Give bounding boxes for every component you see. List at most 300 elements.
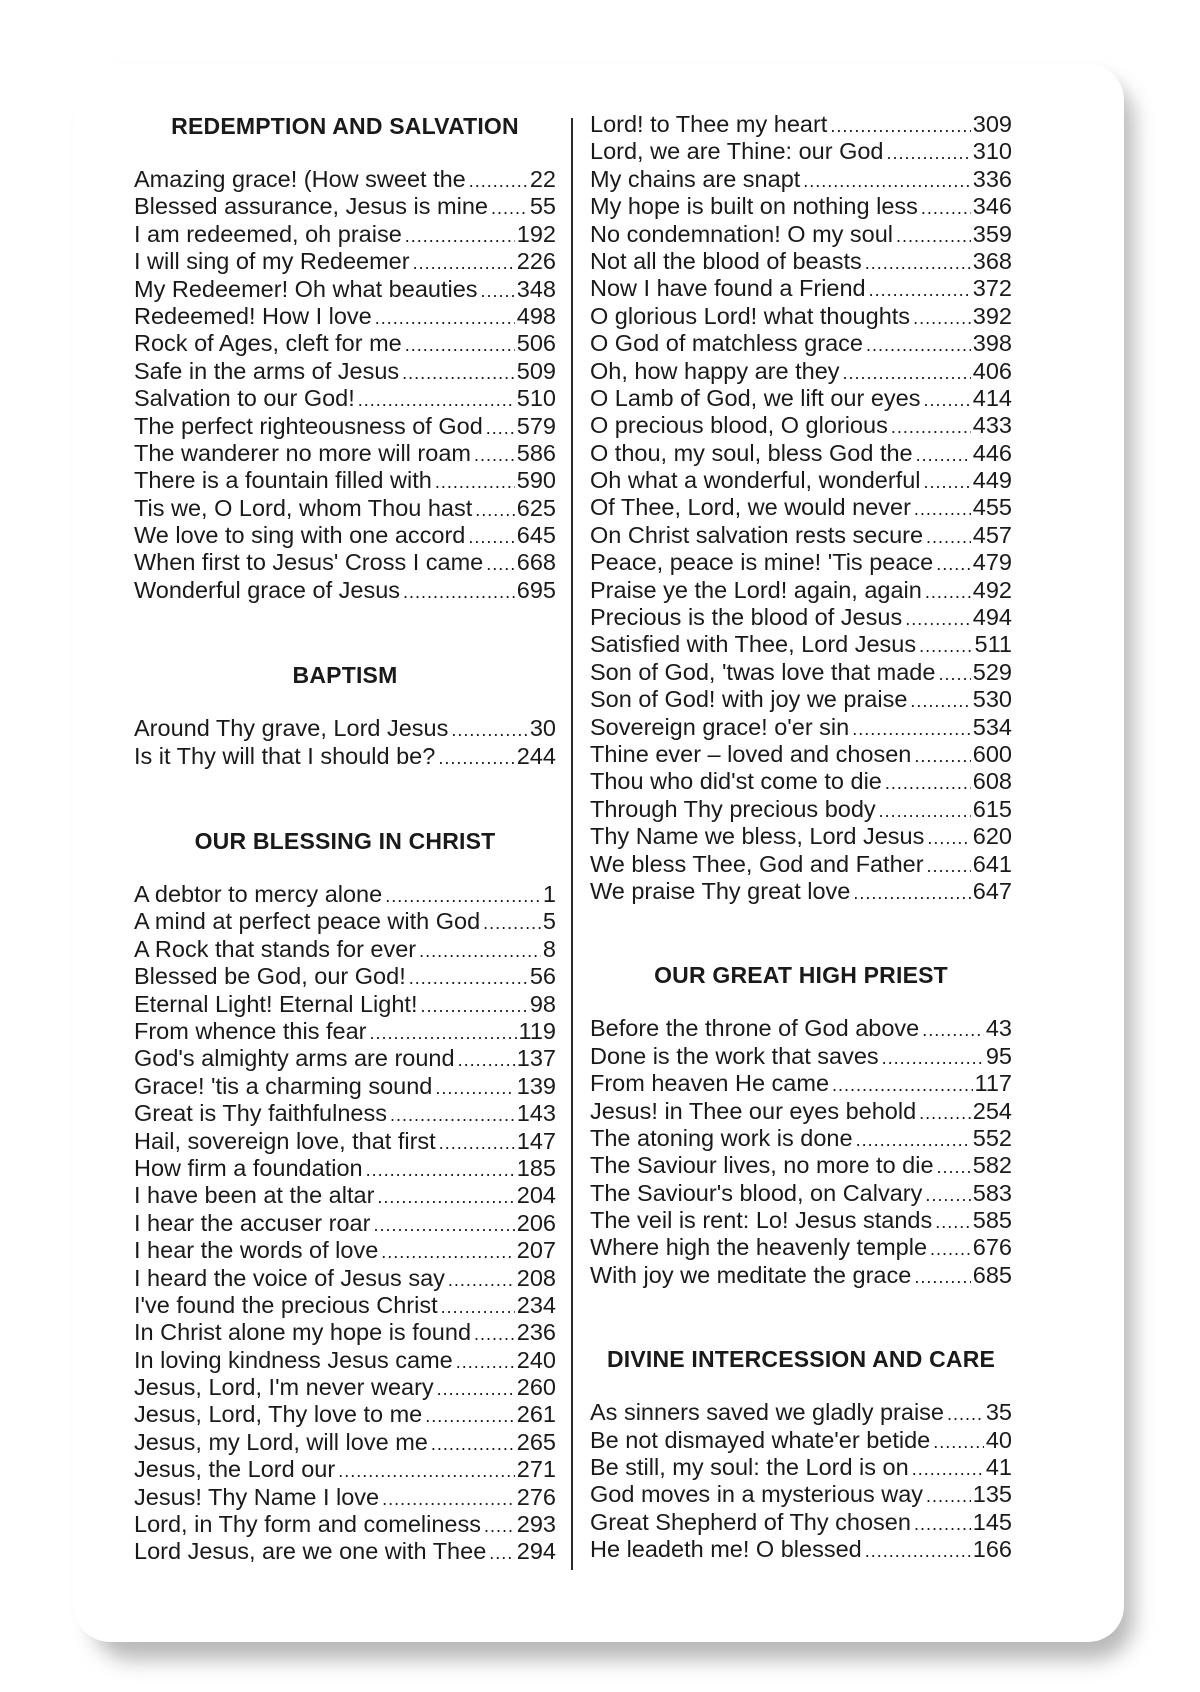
hymn-entry (590, 1043, 1012, 1070)
dot-leader (441, 1294, 515, 1321)
dot-leader (921, 195, 971, 222)
section-our-blessing-in-christ (134, 826, 556, 1566)
dot-leader (431, 1431, 515, 1458)
hymn-entry (590, 1180, 1012, 1207)
hymn-first-line: How firm a foundation (134, 1154, 363, 1181)
hymn-number: 137 (516, 1045, 556, 1072)
hymn-first-line: I am redeemed, oh praise (134, 220, 402, 247)
hymn-first-line: O precious blood, O glorious (590, 412, 888, 439)
dot-leader (486, 415, 515, 442)
hymn-first-line: Wonderful grace of Jesus (134, 576, 401, 603)
hymn-first-line: Thine ever – loved and chosen (590, 740, 912, 767)
dot-leader (403, 579, 515, 606)
dot-leader (474, 442, 515, 469)
hymn-number: 510 (516, 385, 556, 412)
hymn-number: 22 (529, 166, 556, 192)
hymn-number: 310 (972, 138, 1012, 165)
hymn-number: 620 (972, 823, 1012, 850)
hymn-entry (590, 823, 1012, 850)
hymn-entry (590, 166, 1012, 193)
hymn-first-line: Peace, peace is mine! 'Tis peace (590, 549, 934, 576)
dot-leader (474, 1321, 515, 1348)
hymn-number: 293 (516, 1511, 556, 1538)
dot-leader (439, 1130, 515, 1157)
hymn-number: 449 (972, 467, 1012, 494)
hymn-number: 139 (516, 1072, 556, 1099)
hymn-first-line: With joy we meditate the grace (590, 1261, 912, 1288)
dot-leader (865, 250, 971, 277)
section-continued (590, 111, 1012, 905)
hymn-number: 372 (972, 275, 1012, 302)
hymn-number: 457 (972, 521, 1012, 548)
hymn-first-line: Lord, we are Thine: our God (590, 138, 884, 165)
hymn-entry (134, 1401, 556, 1428)
hymn-first-line: In loving kindness Jesus came (134, 1346, 453, 1373)
section-redemption-and-salvation (134, 111, 556, 604)
hymn-first-line: Tis we, O Lord, whom Thou hast (134, 494, 473, 521)
hymn-entry (134, 549, 556, 576)
hymn-first-line: Grace! 'tis a charming sound (134, 1072, 433, 1099)
dot-leader (853, 880, 970, 907)
hymn-list (590, 1399, 1012, 1563)
hymn-number: 98 (529, 990, 556, 1017)
hymn-entry (134, 1237, 556, 1264)
dot-leader (925, 1182, 970, 1209)
hymn-entry (590, 330, 1012, 357)
dot-leader (405, 223, 515, 250)
hymn-number: 552 (972, 1124, 1012, 1151)
hymn-first-line: O Lamb of God, we lift our eyes (590, 384, 921, 411)
hymn-entry (590, 111, 1012, 138)
dot-leader (382, 1486, 515, 1513)
hymn-entry (590, 138, 1012, 165)
hymn-number: 586 (516, 439, 556, 466)
hymn-entry (590, 1509, 1012, 1536)
dot-leader (905, 606, 971, 633)
hymn-number: 276 (516, 1483, 556, 1510)
hymn-entry (134, 881, 556, 908)
hymn-entry (134, 1155, 556, 1182)
hymn-entry (590, 1262, 1012, 1289)
hymn-entry (134, 715, 556, 742)
hymn-entry (590, 1399, 1012, 1426)
hymn-first-line: Lord, in Thy form and comeliness (134, 1511, 482, 1538)
hymn-entry (590, 1098, 1012, 1125)
hymn-first-line: Thou who did'st come to die (590, 768, 882, 795)
hymn-entry (134, 577, 556, 604)
hymn-entry (134, 221, 556, 248)
dot-leader (896, 223, 971, 250)
hymn-first-line: Great is Thy faithfulness (134, 1100, 387, 1127)
section-our-great-high-priest (590, 960, 1012, 1289)
hymn-number: 398 (972, 330, 1012, 357)
hymn-entry (134, 330, 556, 357)
hymn-first-line: I hear the accuser roar (134, 1209, 371, 1236)
hymn-first-line: A mind at perfect peace with God (134, 908, 481, 935)
hymn-first-line: Jesus! Thy Name I love (134, 1483, 380, 1510)
section-title: OUR GREAT HIGH PRIEST (654, 962, 948, 989)
hymn-number: 433 (972, 412, 1012, 439)
hymn-number: 368 (972, 247, 1012, 274)
hymn-entry (134, 1347, 556, 1374)
hymn-first-line: O glorious Lord! what thoughts (590, 302, 911, 329)
hymn-first-line: The Saviour's blood, on Calvary (590, 1179, 923, 1206)
dot-leader (916, 442, 971, 469)
dot-leader (419, 938, 541, 965)
dot-leader (936, 551, 971, 578)
hymn-first-line: Is it Thy will that I should be? (134, 742, 436, 769)
hymn-entry (590, 467, 1012, 494)
hymn-first-line: Blessed be God, our God! (134, 963, 406, 990)
hymn-number: 446 (972, 439, 1012, 466)
dot-leader (919, 1100, 971, 1127)
hymn-entry (134, 166, 556, 193)
hymn-list (590, 1015, 1012, 1289)
hymn-entry (134, 1210, 556, 1237)
hymn-entry (134, 1128, 556, 1155)
dot-leader (468, 524, 514, 551)
hymn-entry (590, 1207, 1012, 1234)
hymn-entry (134, 1319, 556, 1346)
hymn-number: 414 (972, 384, 1012, 411)
hymn-first-line: A debtor to mercy alone (134, 881, 383, 908)
hymn-first-line: Now I have found a Friend (590, 275, 866, 302)
hymn-entry (590, 741, 1012, 768)
hymn-number: 583 (972, 1179, 1012, 1206)
dot-leader (843, 360, 971, 387)
dot-leader (913, 305, 971, 332)
hymn-first-line: O thou, my soul, bless God the (590, 439, 913, 466)
hymn-first-line: The veil is rent: Lo! Jesus stands (590, 1207, 933, 1234)
hymn-first-line: O God of matchless grace (590, 330, 863, 357)
hymn-number: 30 (529, 715, 556, 742)
dot-leader (489, 1540, 515, 1567)
hymn-entry (134, 991, 556, 1018)
hymn-number: 41 (985, 1454, 1012, 1481)
hymn-first-line: Where high the heavenly temple (590, 1234, 928, 1261)
hymn-number: 668 (516, 549, 556, 576)
hymn-number: 530 (972, 686, 1012, 713)
dot-leader (937, 1154, 971, 1181)
hymn-first-line: I heard the voice of Jesus say (134, 1264, 445, 1291)
hymn-first-line: Be not dismayed whate'er betide (590, 1426, 931, 1453)
hymn-first-line: In Christ alone my hope is found (134, 1319, 472, 1346)
hymn-number: 645 (516, 522, 556, 549)
dot-leader (469, 168, 528, 195)
hymn-first-line: My hope is built on nothing less (590, 193, 918, 220)
dot-leader (448, 1267, 515, 1294)
hymn-first-line: Great Shepherd of Thy chosen (590, 1508, 911, 1535)
hymn-number: 676 (972, 1234, 1012, 1261)
hymn-number: 55 (529, 193, 556, 220)
dot-leader (852, 716, 971, 743)
hymn-first-line: We praise Thy great love (590, 877, 851, 904)
hymn-first-line: Oh, how happy are they (590, 357, 840, 384)
hymn-number: 8 (542, 935, 556, 962)
dot-leader (377, 1184, 514, 1211)
hymn-first-line: Jesus, Lord, I'm never weary (134, 1374, 434, 1401)
hymn-first-line: Around Thy grave, Lord Jesus (134, 715, 449, 742)
hymn-entry (134, 467, 556, 494)
dot-leader (879, 798, 971, 825)
hymn-entry (134, 1538, 556, 1565)
hymn-first-line: From whence this fear (134, 1017, 367, 1044)
hymn-entry (590, 303, 1012, 330)
hymn-number: 529 (972, 658, 1012, 685)
hymn-number: 271 (516, 1456, 556, 1483)
dot-leader (435, 469, 515, 496)
hymn-number: 479 (972, 549, 1012, 576)
hymn-entry (134, 743, 556, 770)
dot-leader (927, 825, 970, 852)
hymn-entry (590, 1427, 1012, 1454)
hymn-first-line: Hail, sovereign love, that first (134, 1127, 436, 1154)
dot-leader (438, 745, 514, 772)
hymn-first-line: A Rock that stands for ever (134, 935, 417, 962)
hymn-entry (590, 248, 1012, 275)
hymn-entry (590, 768, 1012, 795)
hymn-entry (134, 358, 556, 385)
hymn-entry (590, 878, 1012, 905)
hymn-entry (134, 193, 556, 220)
hymn-number: 641 (972, 850, 1012, 877)
dot-leader (866, 332, 971, 359)
hymn-entry (134, 1182, 556, 1209)
dot-leader (409, 965, 528, 992)
hymn-entry (590, 714, 1012, 741)
dot-leader (358, 387, 515, 414)
hymn-number: 185 (516, 1154, 556, 1181)
hymn-number: 579 (516, 412, 556, 439)
hymn-first-line: Eternal Light! Eternal Light! (134, 990, 418, 1017)
hymn-number: 534 (972, 713, 1012, 740)
hymn-number: 56 (529, 963, 556, 990)
dot-leader (938, 661, 970, 688)
hymn-number: 615 (972, 795, 1012, 822)
hymn-entry (590, 796, 1012, 823)
hymn-first-line: From heaven He came (590, 1070, 830, 1097)
section-title: REDEMPTION AND SALVATION (171, 113, 519, 139)
hymn-entry (134, 1018, 556, 1045)
hymn-first-line: Son of God, 'twas love that made (590, 658, 936, 685)
hymn-entry (134, 522, 556, 549)
hymn-number: 234 (516, 1291, 556, 1318)
hymn-number: 43 (985, 1015, 1012, 1042)
dot-leader (887, 140, 971, 167)
hymn-first-line: I hear the words of love (134, 1237, 379, 1264)
dot-leader (933, 1429, 984, 1456)
hymn-number: 265 (516, 1428, 556, 1455)
hymn-number: 336 (972, 165, 1012, 192)
hymn-first-line: No condemnation! O my soul (590, 220, 894, 247)
hymn-number: 244 (516, 742, 556, 769)
hymn-list (134, 881, 556, 1566)
hymn-entry (590, 275, 1012, 302)
hymn-entry (134, 936, 556, 963)
hymn-entry (590, 1070, 1012, 1097)
hymn-first-line: Thy Name we bless, Lord Jesus (590, 823, 925, 850)
hymn-entry (134, 1511, 556, 1538)
hymn-number: 40 (985, 1426, 1012, 1453)
hymn-number: 145 (972, 1508, 1012, 1535)
hymn-number: 1 (542, 881, 556, 908)
dot-leader (930, 1236, 971, 1263)
hymn-number: 236 (516, 1319, 556, 1346)
hymn-entry (590, 221, 1012, 248)
hymn-entry (590, 522, 1012, 549)
hymn-first-line: Salvation to our God! (134, 385, 355, 412)
hymn-entry (590, 385, 1012, 412)
dot-leader (402, 360, 515, 387)
hymn-entry (590, 412, 1012, 439)
hymn-first-line: Lord! to Thee my heart (590, 111, 828, 137)
hymn-entry (590, 1481, 1012, 1508)
hymn-first-line: Redeemed! How I love (134, 302, 372, 329)
hymn-first-line: Jesus! in Thee our eyes behold (590, 1097, 917, 1124)
hymn-entry (590, 1152, 1012, 1179)
hymn-first-line: Not all the blood of beasts (590, 247, 862, 274)
hymn-entry (134, 1100, 556, 1127)
dot-leader (420, 993, 527, 1020)
section-title: BAPTISM (292, 662, 398, 689)
dot-leader (891, 414, 971, 441)
dot-leader (381, 1239, 515, 1266)
hymn-number: 359 (972, 220, 1012, 247)
hymn-first-line: The Saviour lives, no more to die (590, 1152, 934, 1179)
hymn-first-line: My Redeemer! Oh what beauties (134, 275, 478, 302)
hymn-number: 206 (516, 1209, 556, 1236)
dot-leader (475, 497, 514, 524)
hymn-entry (134, 1484, 556, 1511)
dot-leader (390, 1102, 515, 1129)
dot-leader (922, 1017, 984, 1044)
hymn-number: 498 (516, 302, 556, 329)
hymn-entry (590, 851, 1012, 878)
hymn-first-line: Lord Jesus, are we one with Thee (134, 1538, 487, 1565)
hymn-number: 207 (516, 1237, 556, 1264)
hymn-entry (590, 1234, 1012, 1261)
hymn-entry (134, 1292, 556, 1319)
hymn-first-line: The wanderer no more will roam (134, 439, 471, 466)
hymn-first-line: The atoning work is done (590, 1124, 853, 1151)
dot-leader (856, 1127, 971, 1154)
dot-leader (924, 469, 971, 496)
dot-leader (437, 1376, 515, 1403)
dot-leader (451, 717, 527, 744)
hymn-first-line: He leadeth me! O blessed (590, 1536, 862, 1563)
dot-leader (369, 1020, 516, 1047)
hymn-entry (590, 659, 1012, 686)
hymn-first-line: I've found the precious Christ (134, 1291, 438, 1318)
section-title: DIVINE INTERCESSION AND CARE (606, 1346, 996, 1373)
hymn-number: 204 (516, 1182, 556, 1209)
hymn-entry (134, 276, 556, 303)
hymn-entry (134, 1073, 556, 1100)
hymn-number: 5 (542, 908, 556, 935)
hymn-number: 294 (516, 1538, 556, 1565)
dot-leader (947, 1401, 984, 1428)
hymn-number: 455 (972, 494, 1012, 521)
hymn-first-line: Through Thy precious body (590, 795, 876, 822)
hymn-entry (134, 248, 556, 275)
hymn-first-line: Precious is the blood of Jesus (590, 604, 903, 631)
hymn-first-line: Jesus, Lord, Thy love to me (134, 1401, 423, 1428)
hymn-first-line: When first to Jesus' Cross I came (134, 549, 484, 576)
dot-leader (869, 277, 971, 304)
hymn-number: 240 (516, 1346, 556, 1373)
section-baptism (134, 660, 556, 770)
hymn-list (134, 166, 556, 604)
hymn-number: 117 (974, 1070, 1012, 1097)
hymn-number: 254 (972, 1097, 1012, 1124)
hymn-list (134, 715, 556, 770)
dot-leader (375, 305, 515, 332)
dot-leader (484, 1513, 515, 1540)
hymn-first-line: I have been at the altar (134, 1182, 375, 1209)
dot-leader (885, 770, 971, 797)
dot-leader (925, 579, 971, 606)
hymn-entry (590, 1536, 1012, 1563)
hymn-number: 511 (974, 631, 1012, 658)
hymn-entry (590, 686, 1012, 713)
hymn-entry (134, 413, 556, 440)
dot-leader (486, 551, 515, 578)
hymn-entry (134, 385, 556, 412)
hymn-number: 492 (972, 576, 1012, 603)
dot-leader (385, 883, 541, 910)
hymn-first-line: Sovereign grace! o'er sin (590, 713, 850, 740)
hymn-entry (590, 577, 1012, 604)
hymn-entry (590, 358, 1012, 385)
hymn-entry (590, 549, 1012, 576)
hymn-first-line: Be still, my soul: the Lord is on (590, 1454, 909, 1481)
hymn-number: 192 (516, 220, 556, 247)
hymn-number: 647 (972, 877, 1012, 904)
dot-leader (373, 1212, 514, 1239)
hymn-entry (590, 494, 1012, 521)
section-divine-intercession-and-care (590, 1344, 1012, 1563)
hymn-entry (134, 1374, 556, 1401)
dot-leader (425, 1403, 515, 1430)
left-column (134, 111, 556, 1566)
hymn-first-line: Before the throne of God above (590, 1015, 920, 1042)
dot-leader (882, 1045, 984, 1072)
hymn-entry (590, 1125, 1012, 1152)
section-title: OUR BLESSING IN CHRIST (194, 828, 496, 855)
hymn-number: 608 (972, 768, 1012, 795)
hymn-number: 582 (972, 1152, 1012, 1179)
dot-leader (923, 387, 970, 414)
hymn-number: 147 (516, 1127, 556, 1154)
dot-leader (491, 195, 528, 222)
hymn-number: 95 (985, 1042, 1012, 1069)
right-column (590, 111, 1012, 1564)
dot-leader (926, 524, 971, 551)
hymn-entry (134, 1045, 556, 1072)
hymn-number: 260 (516, 1374, 556, 1401)
hymn-first-line: As sinners saved we gladly praise (590, 1399, 944, 1426)
hymn-entry (134, 303, 556, 330)
dot-leader (914, 1511, 971, 1538)
dot-leader (927, 853, 971, 880)
hymn-first-line: We bless Thee, God and Father (590, 850, 924, 877)
hymn-number: 685 (972, 1261, 1012, 1288)
dot-leader (456, 1349, 515, 1376)
hymn-entry (134, 1456, 556, 1483)
hymn-number: 392 (972, 302, 1012, 329)
hymn-number: 590 (516, 467, 556, 494)
hymn-number: 261 (516, 1401, 556, 1428)
